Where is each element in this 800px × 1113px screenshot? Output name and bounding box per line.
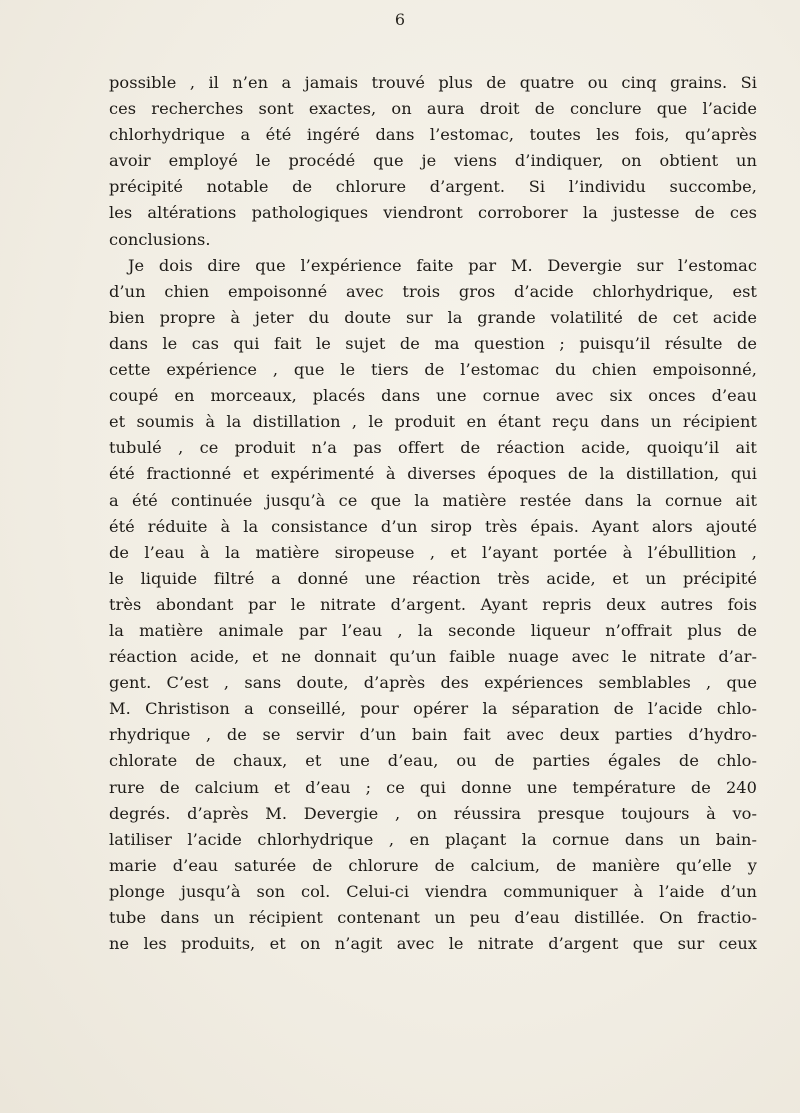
text-line: gent. C’est , sans doute, d’après des expériences semblables , que xyxy=(109,673,757,693)
paragraph xyxy=(109,253,757,958)
text-line: ne les produits, et on n’agit avec le nitrate d’argent que sur ceux xyxy=(109,934,757,954)
text-line: tubulé , ce produit n’a pas offert de réaction acide, quoiqu’il ait xyxy=(109,438,757,458)
page-number: 6 xyxy=(394,10,406,29)
text-line: d’un chien empoisonné avec trois gros d’acide chlorhydrique, est xyxy=(109,281,757,301)
text-line: degrés. d’après M. Devergie , on réussira presque toujours à vo- xyxy=(109,803,757,823)
text-line: et soumis à la distillation , le produit en étant reçu dans un récipient xyxy=(109,412,757,432)
text-line: tube dans un récipient contenant un peu d’eau distillée. On fractio- xyxy=(109,908,757,927)
text-line: dans le cas qui fait le sujet de ma question ; puisqu’il résulte de xyxy=(109,333,757,353)
text-line: été réduite à la consistance d’un sirop très épais. Ayant alors ajouté xyxy=(109,516,757,536)
text-line: M. Christison a conseillé, pour opérer la séparation de l’acide chlo- xyxy=(109,699,757,719)
text-line: rure de calcium et d’eau ; ce qui donne une température de 240 xyxy=(109,777,757,797)
text-line: précipité notable de chlorure d’argent. Si l’individu succombe, xyxy=(109,177,757,197)
text-line: a été continuée jusqu’à ce que la matière restée dans la cornue ait xyxy=(109,490,757,510)
text-line: avoir employé le procédé que je viens d’indiquer, on obtient un xyxy=(109,151,757,171)
text-line: bien propre à jeter du doute sur la grande volatilité de cet acide xyxy=(109,307,757,327)
text-line: rhydrique , de se servir d’un bain fait avec deux parties d’hydro- xyxy=(109,725,757,745)
text-line: cette expérience , que le tiers de l’estomac du chien empoisonné, xyxy=(109,360,757,380)
text-line: chlorhydrique a été ingéré dans l’estomac, toutes les fois, qu’après xyxy=(109,125,757,145)
text-line: été fractionné et expérimenté à diverses époques de la distillation, qui xyxy=(109,464,757,484)
paragraph xyxy=(109,70,757,253)
text-line: réaction acide, et ne donnait qu’un faible nuage avec le nitrate d’ar- xyxy=(109,647,757,667)
text-line: marie d’eau saturée de chlorure de calcium, de manière qu’elle y xyxy=(109,855,757,875)
text-line: le liquide filtré a donné une réaction très acide, et un précipité xyxy=(109,568,757,588)
text-line: les altérations pathologiques viendront corroborer la justesse de ces xyxy=(109,203,757,223)
text-line: chlorate de chaux, et une d’eau, ou de parties égales de chlo- xyxy=(109,751,757,771)
text-line: la matière animale par l’eau , la seconde liqueur n’offrait plus de xyxy=(109,620,757,640)
text-line: ces recherches sont exactes, on aura droit de conclure que l’acide xyxy=(109,99,757,119)
text-line: conclusions. xyxy=(109,229,211,249)
text-line: de l’eau à la matière siropeuse , et l’ayant portée à l’ébullition , xyxy=(109,542,757,562)
text-line: coupé en morceaux, placés dans une cornue avec six onces d’eau xyxy=(109,386,757,406)
text-line: Je dois dire que l’expérience faite par M. Devergie sur l’estomac xyxy=(128,255,757,275)
text-line: possible , il n’en a jamais trouvé plus de quatre ou cinq grains. Si xyxy=(109,73,757,92)
body-text xyxy=(109,70,757,957)
text-line: latiliser l’acide chlorhydrique , en plaçant la cornue dans un bain- xyxy=(109,829,757,849)
text-line: plonge jusqu’à son col. Celui-ci viendra communiquer à l’aide d’un xyxy=(109,881,757,901)
text-line: très abondant par le nitrate d’argent. Ayant repris deux autres fois xyxy=(109,594,757,614)
